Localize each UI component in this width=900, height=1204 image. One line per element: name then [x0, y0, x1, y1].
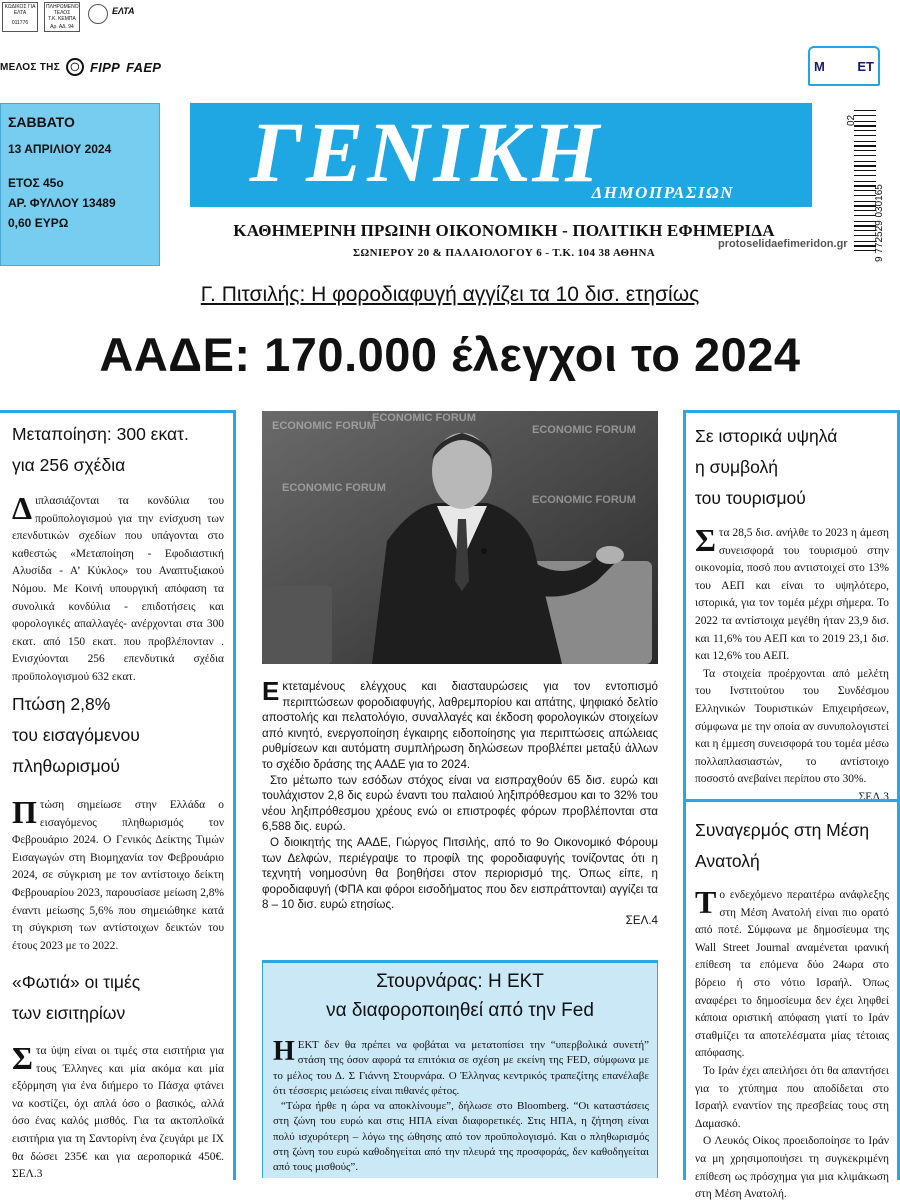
backdrop-text: ECONOMIC FORUM [532, 494, 636, 506]
barcode-issue-code: 02 [846, 114, 857, 126]
member-label: ΜΕΛΟΣ ΤΗΣ [0, 61, 60, 73]
divider [686, 799, 897, 802]
dropcap: Σ [12, 1040, 33, 1076]
issue-year: ΕΤΟΣ 45ο [8, 176, 64, 190]
barcode-stripe [854, 110, 876, 111]
left-column [0, 410, 236, 1180]
title-line: πληθωρισμού [12, 756, 120, 776]
stournaras-paragraph: “Τώρα ήρθε η ώρα να αποκλίνουμε”, δήλωσε στο Bloomberg. “Οι καταστάσεις στη ζώνη του ευρώ και στις ΗΠΑ είναι διαφορετικές. Στις ΗΠΑ, η ζήτηση είναι πολύ ισχυρότερη – λόγω της ώθησης από τον προϋπολογισμό. Και ο πληθωρισμός στη ζώνη του ευρώ καθοδηγείται από την πλευρά της προσφοράς, δεν καθοδηγείται από τους μισθούς”. [273, 1100, 649, 1174]
speaker-photo-illustration [262, 411, 658, 664]
paragraph-text: ο ενδεχόμενο περαιτέρω ανάφλεξης στη Μέση Ανατολή είναι πιο ορατό από ποτέ. Σύμφωνα με δημοσίευμα της Wall Street Journal αναμένεται ιρανική επίθεση τα επόμενα δύο 24ωρα στο βόρειο ή στο νότιο Ισραήλ. Όπως αναφέρει το δημοσίευμα δεν έχει ληφθεί κάποια οριστική απόφαση γιατί το Ιράν σταθμίζει τα αποτελέσματα μίας τέτοιας απόφασης. [695, 889, 889, 1060]
title-line: «Φωτιά» οι τιμές [12, 972, 141, 992]
barcode-stripe [854, 130, 876, 131]
barcode-stripe [854, 125, 876, 127]
article-manufacturing-title [12, 419, 189, 481]
lead-page-ref: ΣΕΛ.4 [625, 913, 658, 927]
article-manufacturing-body [12, 490, 224, 687]
title-line: Στουρνάρας: Η ΕΚΤ [376, 971, 544, 992]
title-line: για 256 σχέδια [12, 455, 126, 475]
masthead-title: ΓΕΝΙΚΗ [250, 104, 604, 200]
middle-east-paragraph: Το Ιράν έχει απειλήσει ότι θα απαντήσει για το χτύπημα που αποδίδεται στο Ισραήλ εναντίον της πρεσβείας τους στη Δαμασκό. [695, 1064, 889, 1130]
barcode-stripe [854, 121, 876, 122]
barcode-stripe [854, 155, 876, 156]
article-inflation-title [12, 689, 140, 782]
title-line: Ανατολή [695, 851, 760, 871]
title-line: Μεταποίηση: 300 εκατ. [12, 424, 189, 444]
barcode-stripe [854, 205, 876, 207]
title-line: του τουρισμού [695, 488, 806, 508]
tourism-paragraph: Τα στοιχεία προέρχονται από μελέτη του Ινστιτούτου του Συνδέσμου Ελληνικών Τουριστικών Επιχειρήσεων, σύμφωνα με την οποία αν συνυπολογιστεί και η έμμεση συνεισφορά του τομέα μέσω πολλαπλασιαστών, το αντίστοιχο ποσοστό ανεβαίνει περίπου στο 30%. [695, 667, 890, 786]
backdrop-text: ECONOMIC FORUM [372, 412, 476, 424]
lead-article-body [262, 676, 658, 929]
title-line: Συναγερμός στη Μέση [695, 820, 870, 840]
article-tickets-body [12, 1040, 224, 1184]
tagline: ΚΑΘΗΜΕΡΙΝΗ ΠΡΩΙΝΗ ΟΙΚΟΝΟΜΙΚΗ - ΠΟΛΙΤΙΚΗ ΕΦΗΜΕΡΙΔΑ [233, 221, 775, 240]
barcode-stripe [854, 215, 876, 216]
title-line: των εισιτηρίων [12, 1003, 126, 1023]
elta-text: ΕΛΤΑ [112, 6, 135, 16]
address: ΣΩΝΙΕΡΟΥ 20 & ΠΑΛΑΙΟΛΟΓΟΥ 6 - Τ.Κ. 104 38 ΑΘΗΝΑ [352, 247, 656, 259]
paragraph-text: τα 28,5 δισ. ανήλθε το 2023 η άμεση συνεισφορά του τουρισμού στην οικονομία, ποσό που αντιστοιχεί στο 13% του ΑΕΠ και είναι το υψηλότερο, ιστορικά, για τον τομέα μέχρι σήμερα. Το 2022 τα αντίστοιχα μεγέθη ήταν 23,9 δισ. και 11,6% του ΑΕΠ και το 2019 23,1 δισ. και 12,6% του ΑΕΠ. [695, 527, 889, 663]
paid-office: Τ.Κ. ΚΕΜΠΑ [48, 16, 76, 22]
dropcap: Η [273, 1036, 295, 1067]
lead-paragraph [262, 676, 658, 773]
dropcap: Ε [262, 676, 280, 706]
lead-paragraph: Ο διοικητής της ΑΑΔΕ, Γιώργος Πιτσιλής, από το 9ο Οικονομικό Φόρουμ των Δελφών, περιέγραψε το προφίλ της φοροδιαφυγής τονίζοντας ότι η τεχνητή νοημοσύνη θα βοηθήσει στον περιορισμό της. Όπως είπε, η φοροδιαφυγή (ΦΠΑ και φόροι εισοδήματος που δεν εισπράττονται) αγγίζει τα 8 – 10 δισ. ευρώ ετησίως. [262, 835, 658, 912]
elta-code-stamp [2, 2, 38, 32]
title-line: να διαφοροποιηθεί από την Fed [326, 1000, 594, 1021]
article-middle-east-body [695, 884, 889, 1204]
faep-circle-icon: ◯ [66, 58, 84, 76]
barcode-stripe [854, 190, 876, 191]
paragraph-text: κτεταμένους ελέγχους και διασταυρώσεις για τον εντοπισμό περιπτώσεων φοροδιαφυγής, λαθρεμπορίου και απάτης, ψηφιακό δελτίο αποστολής και πελατολόγιο, συναλλαγές και έκδοση φορολογικών στοιχείων από κινητό, ενεργοποίηση έγκαιρης ειδοποίησης για περιπτώσεις απώλειας ρυθμίσεων και αυτόματη συμπλήρωση δηλώσεων προβλέπει μεταξύ άλλων το σχέδιο δράσης της ΑΑΔΕ για το 2024. [262, 680, 658, 771]
article-middle-east-title [695, 815, 869, 877]
issue-date: 13 ΑΠΡΙΛΙΟΥ 2024 [8, 142, 112, 156]
barcode-number: 9 772529 030165 [874, 184, 885, 262]
tourism-paragraph [695, 522, 889, 666]
article-tourism-title [695, 421, 837, 514]
barcode-stripe [854, 241, 876, 242]
barcode-stripe [854, 225, 876, 227]
barcode-stripe [854, 181, 876, 182]
dropcap: Π [12, 794, 37, 830]
stournaras-paragraph [273, 1038, 649, 1099]
met-right-letter: ΕΤ [857, 58, 874, 74]
issue-price: 0,60 ΕΥΡΩ [8, 216, 69, 230]
barcode-stripe [854, 185, 876, 187]
faep-logo: FAEP [126, 59, 162, 75]
dropcap: Δ [12, 490, 33, 526]
middle-east-paragraph [695, 884, 889, 1063]
barcode-stripe [854, 145, 876, 147]
backdrop-text: ECONOMIC FORUM [282, 482, 386, 494]
barcode-stripe [854, 115, 876, 116]
backdrop-text: ECONOMIC FORUM [272, 420, 376, 432]
barcode-stripe [854, 245, 876, 247]
main-headline: ΑΑΔΕ: 170.000 έλεγχοι το 2024 [99, 328, 801, 381]
issue-day: ΣΑΒΒΑΤΟ [8, 114, 75, 130]
title-line: Πτώση 2,8% [12, 694, 111, 714]
stournaras-title [263, 967, 657, 1025]
paid-fee-stamp [44, 2, 80, 32]
backdrop-text: ECONOMIC FORUM [532, 424, 636, 436]
barcode-stripe [854, 165, 876, 167]
barcode-stripe [854, 170, 876, 171]
body-text: ιπλασιάζονται τα κονδύλια του προϋπολογισμού για την ενίσχυση των επενδυτικών σχεδίων που υπάγονται στο καθεστώς «Μεταποίηση - Εφοδιαστική Αλυσίδα - Α’ Κύκλος» του Αναπτυξιακού Νόμου. Με Κοινή υπουργική απόφαση τα συνολικά κονδύλια - επιδοτήσεις και φορολογικές απαλλαγές- ανέρχονται στα 300 εκατ. από 150 εκατ. που προβλέπονταν . Ενισχύονται 256 επενδυτικά σχέδια προϋπολογισμού 632 εκατ. [12, 495, 224, 683]
barcode-stripe [854, 235, 876, 236]
title-line: του εισαγόμενου [12, 725, 140, 745]
barcode-stripe [854, 195, 876, 196]
stournaras-body [273, 1038, 649, 1176]
masthead [190, 103, 812, 207]
title-line: Σε ιστορικά υψηλά [695, 426, 838, 446]
barcode-stripe [854, 141, 876, 142]
met-left-letter: Μ [814, 58, 825, 74]
barcode-stripe [854, 135, 876, 136]
issue-info-box [0, 103, 160, 266]
barcode-stripe [854, 230, 876, 231]
elta-logo [112, 6, 135, 16]
barcode-stripe [854, 150, 876, 151]
met-logo [808, 46, 880, 86]
barcode-stripe [854, 210, 876, 211]
watermark: protoselidaefimeridon.gr [718, 238, 848, 250]
article-tickets-title [12, 967, 140, 1029]
article-tourism-body [695, 522, 890, 807]
title-line: η συμβολή [695, 457, 778, 477]
tourism-page-ref: ΣΕΛ.3 [858, 790, 889, 803]
dropcap: Σ [695, 522, 716, 558]
barcode-stripe [854, 201, 876, 202]
barcode-stripe [854, 161, 876, 162]
paid-label: ΠΛΗΡΩΜΕΝΟ ΤΕΛΟΣ [46, 4, 79, 16]
paragraph-text: ΕΚΤ δεν θα πρέπει να φοβάται να μετατοπίσει την “υπερβολικά συνετή” στάση της όσον αφορά τα επιτόκια σε σχέση με εκείνη της FED, σύμφωνα με το μέλος του Δ. Σ Γιάννη Στουρνάρα. Ο Έλληνας κεντρικός τραπεζίτης επανέλαβε ότι τέσσερις μειώσεις είναι πιθανές φέτος. [273, 1039, 649, 1097]
stamp-seal-icon [88, 4, 108, 24]
code-value: 011776 [11, 20, 29, 26]
body-text: τα ύψη είναι οι τιμές στα εισιτήρια για τους Έλληνες και μία ακόμα και μία εξόρμηση για ένα διήμερο το Πάσχα φτάνει να κοστίζει, όχι απλά όσο ο βασικός, αλλά όσο ένας καλός μισθός. Για τα ακτοπλοϊκά εισιτήρια για τη Σαντορίνη ένα ζευγάρι με ΙΧ θα δώσει 235€ και για αεροπορικά 450€. ΣΕΛ.3 [12, 1045, 224, 1181]
fipp-logo: FIPP [90, 59, 121, 75]
article-inflation-body [12, 794, 224, 955]
stournaras-box [262, 960, 658, 1178]
masthead-subtitle: ΔΗΜΟΠΡΑΣΙΩΝ [591, 183, 734, 202]
barcode-stripe [854, 250, 876, 251]
membership [0, 58, 161, 76]
right-column [683, 410, 900, 1201]
lead-photo [262, 411, 658, 664]
code-label: ΚΩΔΙΚΟΣ ΓΙΑ ΕΛΤΑ [4, 4, 36, 16]
kicker-headline: Γ. Πιτσιλής: Η φοροδιαφυγή αγγίζει τα 10 δισ. ετησίως [200, 283, 700, 306]
barcode-stripe [854, 221, 876, 222]
paid-number: Αρ. ΑΔ. 94 [50, 24, 74, 30]
middle-east-paragraph: Ο Λευκός Οίκος προειδοποίησε το Ιράν να μη χρησιμοποιήσει τη συγκεκριμένη επίθεση ως πρόσχημα για μια κλιμάκωση στη Μέση Ανατολή. [695, 1135, 889, 1201]
body-text: τώση σημείωσε στην Ελλάδα ο εισαγόμενος πληθωρισμός τον Φεβρουάριο 2024. Ο Γενικός Δείκτης Τιμών Εισαγωγών στη Βιομηχανία τον Φεβρουάριο 2024, σε σύγκριση με τον αντίστοιχο δείκτη Φεβρουαρίου 2023, παρουσίασε μείωση 2,8% έναντι μείωσης 5,6% που σημειώθηκε κατά τη σύγκριση των αντίστοιχων δεικτών του έτους 2023 με το 2022. [12, 799, 224, 952]
lead-paragraph: Στο μέτωπο των εσόδων στόχος είναι να εισπραχθούν 65 δισ. ευρώ και τουλάχιστον 2,8 δις ευρώ έναντι του παλαιού ληξιπρόθεσμου και το 32% του νέου ληξιπρόθεσμου χρέους ενώ οι επιστροφές φόρων προβλέπονται στα 6,588 δις. ευρώ. [262, 773, 658, 834]
barcode-stripe [854, 175, 876, 176]
dropcap: Τ [695, 884, 717, 920]
issue-number: ΑΡ. ΦΥΛΛΟΥ 13489 [8, 196, 116, 210]
